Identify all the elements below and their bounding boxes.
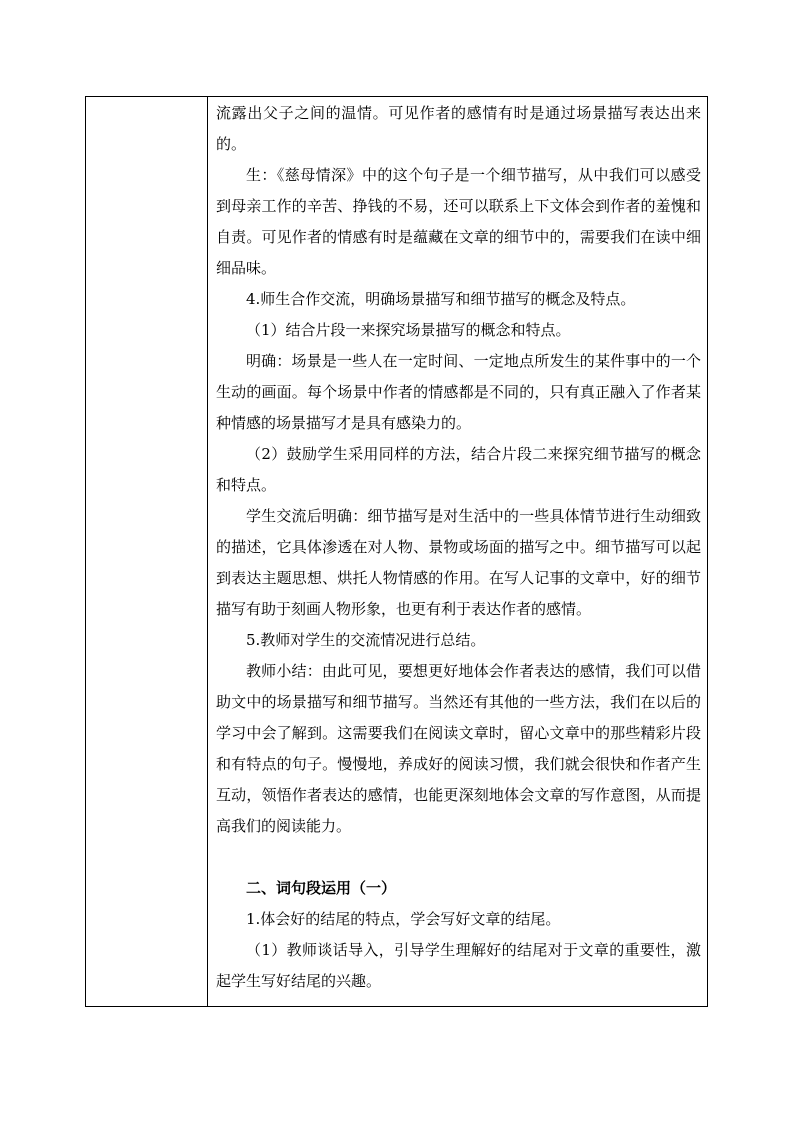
paragraph-detail-definition: 学生交流后明确：细节描写是对生活中的一些具体情节进行生动细致的描述，它具体渗透在对人物、景物或场面的描写之中。细节描写可以起到表达主题思想、烘托人物情感的作用。在写人记事的文章中，好的细节描写有助于刻画人物形象，也更有利于表达作者的感情。 — [216, 507, 701, 618]
paragraph-section-item-1-1: （1）教师谈话导入，引导学生理解好的结尾对于文章的重要性，激起学生写好结尾的兴趣。 — [216, 941, 701, 990]
paragraph-step-4: 4.师生合作交流，明确场景描写和细节描写的概念及特点。 — [246, 290, 636, 308]
lesson-table — [85, 96, 708, 1007]
table-content-cell — [208, 97, 707, 1006]
table-left-cell — [86, 97, 208, 1006]
paragraph-scene-conclusion: 流露出父子之间的温情。可见作者的感情有时是通过场景描写表达出来的。 — [216, 104, 701, 153]
paragraph-step-4-1: （1）结合片段一来探究场景描写的概念和特点。 — [246, 321, 571, 339]
paragraph-step-4-2: （2）鼓励学生采用同样的方法，结合片段二来探究细节描写的概念和特点。 — [216, 445, 701, 494]
paragraph-teacher-summary: 教师小结：由此可见，要想更好地体会作者表达的感情，我们可以借助文中的场景描写和细节描写。当然还有其他的一些方法，我们在以后的学习中会了解到。这需要我们在阅读文章时，留心文章中的那些精彩片段和有特点的句子。慢慢地，养成好的阅读习惯，我们就会很快和作者产生互动，领悟作者表达的感情，也能更深刻地体会文章的写作意图，从而提高我们的阅读能力。 — [216, 662, 701, 835]
paragraph-scene-definition: 明确：场景是一些人在一定时间、一定地点所发生的某件事中的一个生动的画面。每个场景中作者的情感都是不同的，只有真正融入了作者某种情感的场景描写才是具有感染力的。 — [216, 352, 701, 432]
paragraph-section-item-1: 1.体会好的结尾的特点，学会写好文章的结尾。 — [246, 910, 561, 928]
paragraph-student-answer: 生：《慈母情深》中的这个句子是一个细节描写，从中我们可以感受到母亲工作的辛苦、挣钱的不易，还可以联系上下文体会到作者的羞愧和自责。可见作者的情感有时是蕴藏在文章的细节中的，需要我们在读中细细品味。 — [216, 166, 701, 277]
section-heading: 二、词句段运用（一） — [246, 879, 397, 897]
paragraph-step-5: 5.教师对学生的交流情况进行总结。 — [246, 631, 486, 649]
